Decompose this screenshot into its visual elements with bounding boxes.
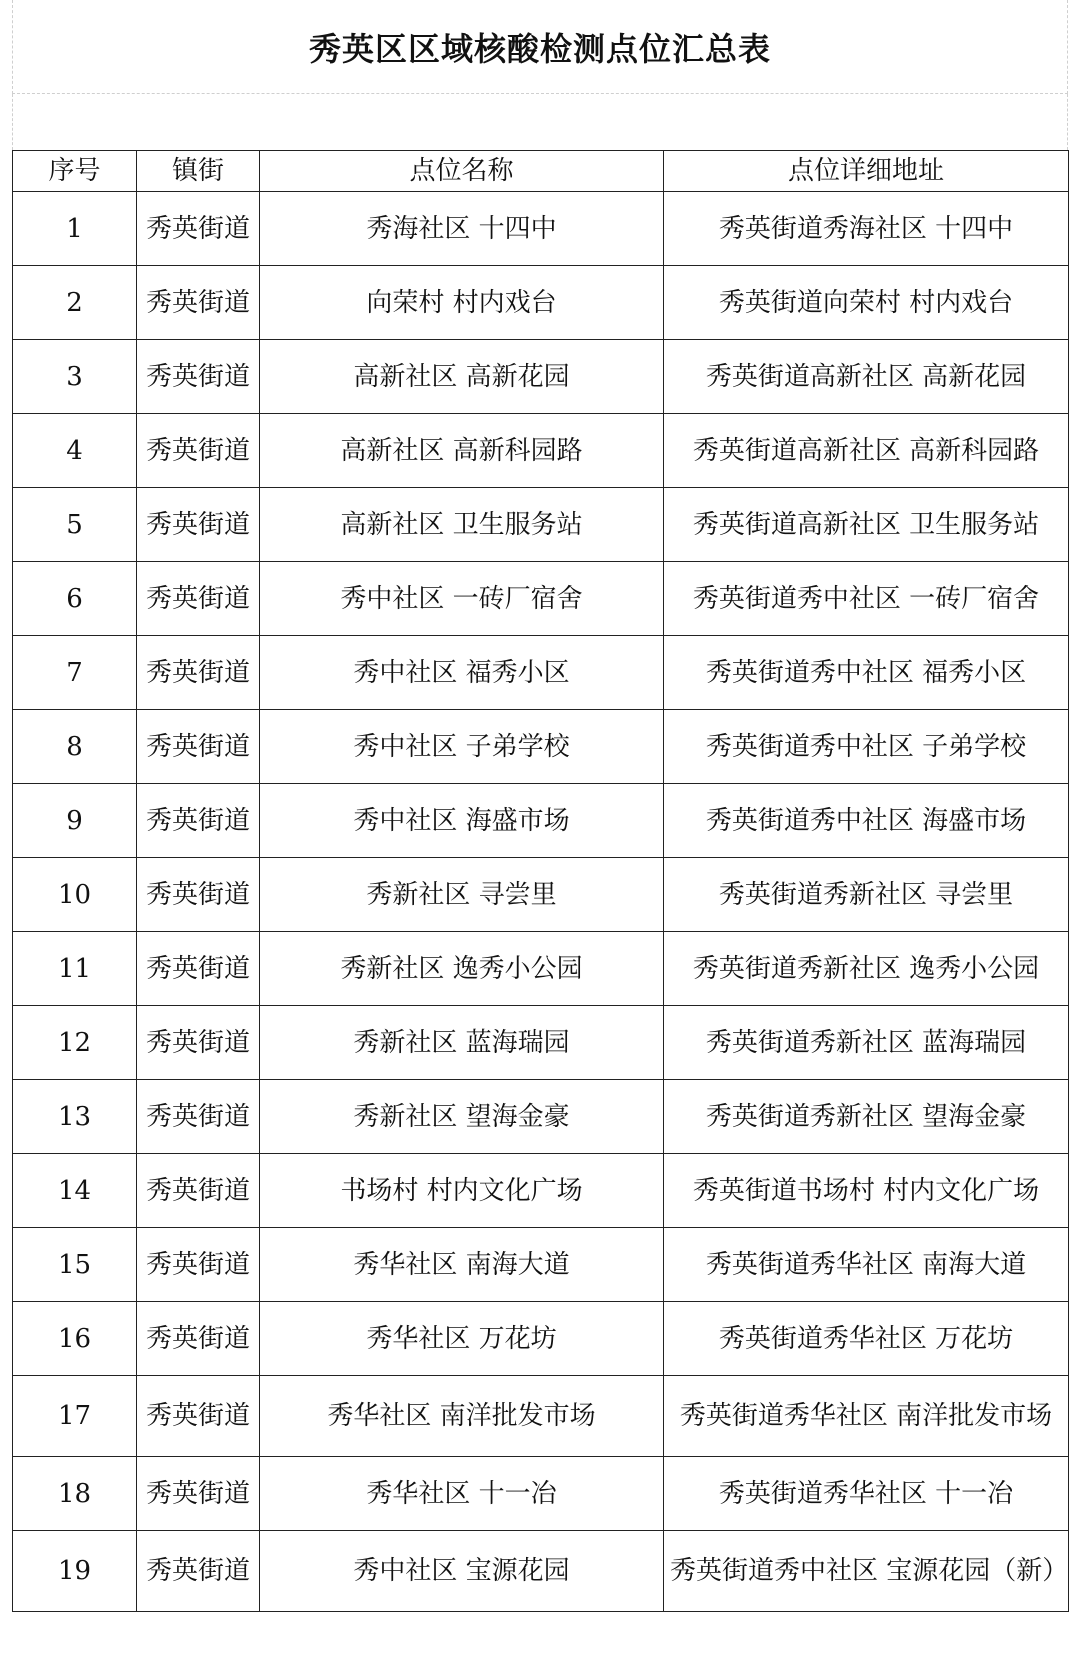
cell-index: 5 [13,488,137,562]
cell-index: 2 [13,266,137,340]
cell-site-address: 秀英街道秀中社区 海盛市场 [664,784,1069,858]
title-cell [12,0,1068,94]
cell-site-address: 秀英街道高新社区 卫生服务站 [664,488,1069,562]
cell-site-name: 向荣村 村内戏台 [260,266,664,340]
cell-town: 秀英街道 [137,414,260,488]
table-row [13,1154,1069,1228]
header-site-name: 点位名称 [260,151,664,192]
cell-site-address: 秀英街道秀新社区 蓝海瑞园 [664,1006,1069,1080]
cell-site-name: 秀中社区 福秀小区 [260,636,664,710]
table-row [13,1228,1069,1302]
cell-index: 15 [13,1228,137,1302]
header-index: 序号 [13,151,137,192]
table-row [13,636,1069,710]
cell-site-name: 秀新社区 蓝海瑞园 [260,1006,664,1080]
cell-site-address: 秀英街道秀中社区 福秀小区 [664,636,1069,710]
table-row [13,1006,1069,1080]
cell-site-name: 秀新社区 逸秀小公园 [260,932,664,1006]
table-row [13,710,1069,784]
testing-sites-table [12,150,1069,1612]
cell-site-name: 秀华社区 十一冶 [260,1457,664,1531]
table-row [13,562,1069,636]
cell-town: 秀英街道 [137,1457,260,1531]
cell-site-address: 秀英街道秀华社区 南海大道 [664,1228,1069,1302]
table-row [13,784,1069,858]
cell-town: 秀英街道 [137,1080,260,1154]
cell-town: 秀英街道 [137,636,260,710]
cell-site-address: 秀英街道秀华社区 南洋批发市场 [664,1376,1069,1457]
table-row [13,192,1069,266]
cell-index: 12 [13,1006,137,1080]
cell-town: 秀英街道 [137,710,260,784]
table-row [13,932,1069,1006]
cell-town: 秀英街道 [137,266,260,340]
cell-site-name: 秀中社区 宝源花园 [260,1531,664,1612]
cell-site-address: 秀英街道秀华社区 万花坊 [664,1302,1069,1376]
cell-town: 秀英街道 [137,1302,260,1376]
cell-site-name: 秀中社区 海盛市场 [260,784,664,858]
cell-site-address: 秀英街道秀华社区 十一冶 [664,1457,1069,1531]
cell-index: 7 [13,636,137,710]
cell-site-address: 秀英街道书场村 村内文化广场 [664,1154,1069,1228]
cell-site-address: 秀英街道向荣村 村内戏台 [664,266,1069,340]
cell-site-address: 秀英街道秀新社区 望海金豪 [664,1080,1069,1154]
page-title: 秀英区区域核酸检测点位汇总表 [308,29,771,68]
cell-index: 8 [13,710,137,784]
cell-site-address: 秀英街道秀新社区 寻尝里 [664,858,1069,932]
cell-site-address: 秀英街道高新社区 高新科园路 [664,414,1069,488]
cell-site-name: 秀中社区 一砖厂宿舍 [260,562,664,636]
cell-site-name: 秀中社区 子弟学校 [260,710,664,784]
table-row [13,1080,1069,1154]
table-row [13,1457,1069,1531]
cell-town: 秀英街道 [137,1531,260,1612]
blank-row [12,94,1068,150]
cell-site-address: 秀英街道秀海社区 十四中 [664,192,1069,266]
cell-index: 9 [13,784,137,858]
cell-town: 秀英街道 [137,488,260,562]
cell-site-name: 秀华社区 南海大道 [260,1228,664,1302]
cell-site-address: 秀英街道秀中社区 子弟学校 [664,710,1069,784]
cell-site-address: 秀英街道秀中社区 一砖厂宿舍 [664,562,1069,636]
cell-site-address: 秀英街道秀中社区 宝源花园（新） [664,1531,1069,1612]
cell-index: 3 [13,340,137,414]
cell-index: 10 [13,858,137,932]
cell-site-name: 高新社区 高新花园 [260,340,664,414]
table-row [13,266,1069,340]
table-row [13,340,1069,414]
cell-town: 秀英街道 [137,784,260,858]
cell-index: 19 [13,1531,137,1612]
cell-town: 秀英街道 [137,1376,260,1457]
cell-site-name: 秀新社区 望海金豪 [260,1080,664,1154]
table-row [13,414,1069,488]
cell-town: 秀英街道 [137,1154,260,1228]
cell-town: 秀英街道 [137,1228,260,1302]
table-row [13,1302,1069,1376]
cell-index: 1 [13,192,137,266]
cell-town: 秀英街道 [137,858,260,932]
table-row [13,488,1069,562]
cell-index: 17 [13,1376,137,1457]
cell-site-name: 秀华社区 南洋批发市场 [260,1376,664,1457]
header-site-address: 点位详细地址 [664,151,1069,192]
cell-index: 6 [13,562,137,636]
table-row [13,1376,1069,1457]
cell-index: 14 [13,1154,137,1228]
cell-site-address: 秀英街道高新社区 高新花园 [664,340,1069,414]
cell-site-name: 秀华社区 万花坊 [260,1302,664,1376]
cell-index: 4 [13,414,137,488]
cell-site-name: 高新社区 卫生服务站 [260,488,664,562]
cell-site-name: 秀海社区 十四中 [260,192,664,266]
cell-town: 秀英街道 [137,340,260,414]
cell-index: 18 [13,1457,137,1531]
cell-town: 秀英街道 [137,932,260,1006]
header-town: 镇街 [137,151,260,192]
cell-town: 秀英街道 [137,1006,260,1080]
cell-site-name: 高新社区 高新科园路 [260,414,664,488]
cell-site-name: 书场村 村内文化广场 [260,1154,664,1228]
cell-town: 秀英街道 [137,562,260,636]
cell-site-name: 秀新社区 寻尝里 [260,858,664,932]
cell-site-address: 秀英街道秀新社区 逸秀小公园 [664,932,1069,1006]
cell-index: 16 [13,1302,137,1376]
cell-index: 13 [13,1080,137,1154]
table-row [13,858,1069,932]
cell-index: 11 [13,932,137,1006]
cell-town: 秀英街道 [137,192,260,266]
header-row [13,151,1069,192]
table-row [13,1531,1069,1612]
